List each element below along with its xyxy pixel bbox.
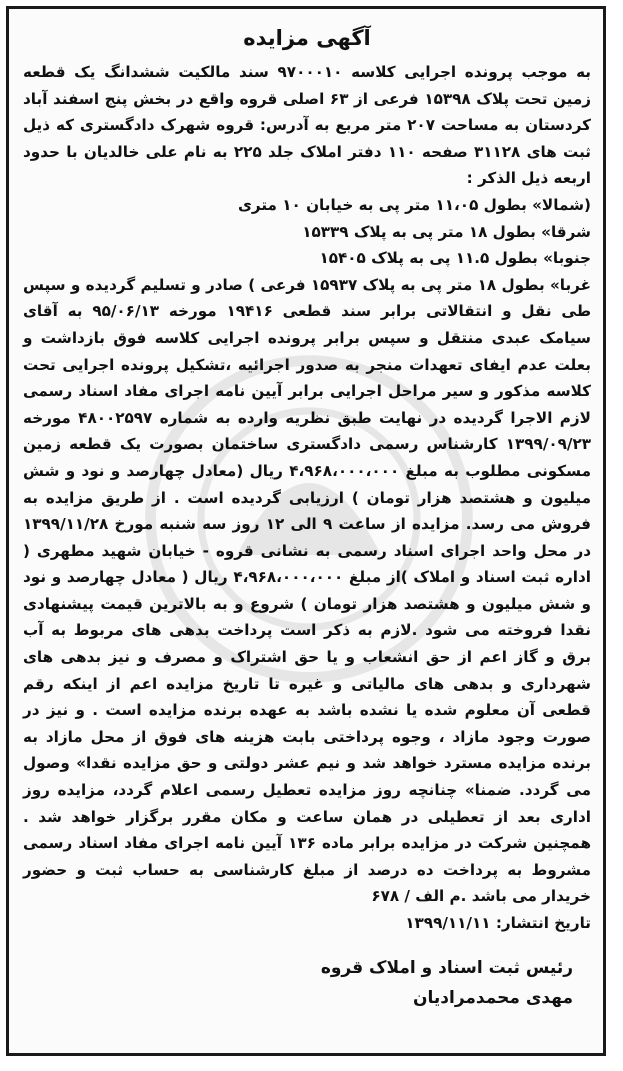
boundary-south: جنوبا» بطول ۱۱.۵ پی به پلاک ۱۵۴۰۵ bbox=[319, 249, 591, 268]
auction-notice bbox=[6, 6, 606, 1056]
boundary-north: (شمالا» بطول ۱۱،۰۵ متر پی به خیابان ۱۰ متری bbox=[237, 195, 591, 214]
signature-title: رئیس ثبت اسناد و املاک قروه bbox=[320, 957, 573, 978]
signature-name: مهدی محمدمرادیان bbox=[413, 987, 573, 1008]
notice-intro-paragraph: به موجب پرونده اجرایی کلاسه ۹۷۰۰۰۱۰ سند مالکیت ششدانگ یک قطعه زمین تحت پلاک ۱۵۳۹۸ فرعی از ۶۳ اصلی قروه واقع در بخش پنج اسفند آباد کردستان به مساحت ۲۰۷ متر مربع به آدرس: قروه شهرک دادگستری که ذیل ثبت های ۳۱۱۲۸ صفحه ۱۱۰ دفتر املاک جلد ۲۲۵ به نام علی خالدیان با حدود اربعه ذیل الذکر : bbox=[23, 63, 592, 188]
signature-block bbox=[23, 953, 591, 1013]
notice-body bbox=[23, 59, 591, 937]
boundary-east: شرقا» بطول ۱۸ متر پی به پلاک ۱۵۳۳۹ bbox=[302, 222, 591, 241]
publication-date: تاریخ انتشار: ۱۳۹۹/۱۱/۱۱ bbox=[405, 914, 591, 932]
notice-main-paragraph: غربا» بطول ۱۸ متر پی به پلاک ۱۵۹۳۷ فرعی ) صادر و تسلیم گردیده و سپس طی نقل و انتقالاتی برابر سند قطعی ۱۹۴۱۶ مورخه ۹۵/۰۶/۱۳ به آقای سیامک عبدی منتقل و سپس برابر پرونده اجرایی کلاسه فوق بازداشت و بعلت عدم ایفای تعهدات منجر به صدور اجرائیه ،تشکیل پرونده اجرایی تحت کلاسه مذکور و سیر مراحل اجرایی برابر آیین نامه اجرای مفاد اسناد رسمی لازم الاجرا گردیده در نهایت طبق نظریه وارده به شماره ۴۸۰۰۲۵۹۷ مورخه ۱۳۹۹/۰۹/۲۳ کارشناس رسمی دادگستری ساختمان بصورت یک قطعه زمین مسکونی مطلوب به مبلغ ۴،۹۶۸،۰۰۰،۰۰۰ ریال (معادل چهارصد و نود و شش میلیون و هشتصد هزار تومان ) ارزیابی گردیده است . از طریق مزایده به فروش می رسد. مزایده از ساعت ۹ الی ۱۲ روز سه شنبه مورخ ۱۳۹۹/۱۱/۲۸ در محل واحد اجرای اسناد رسمی به نشانی قروه - خیابان شهید مطهری ( اداره ثبت اسناد و املاک )از مبلغ ۴،۹۶۸،۰۰۰،۰۰۰ ریال ( معادل چهارصد و نود و شش میلیون و هشتصد هزار تومان ) شروع و به بالاترین قیمت پیشنهادی نقدا فروخته می شود .لازم به ذکر است پرداخت بدهی های مربوط به آب برق و گاز اعم از حق انشعاب و یا حق اشتراک و مصرف و نیز بدهی های شهرداری و بدهی های مالیاتی و غیره تا تاریخ مزایده اعم از اینکه رقم قطعی آن معلوم شده یا نشده باشد به عهده برنده مزایده است . و نیز در صورت وجود مازاد ، وجوه پرداختی بابت هزینه های فوق از محل مازاد به برنده مزایده مسترد خواهد شد و نیم عشر دولتی و حق مزایده نقدا» وصول می گردد. ضمنا» چنانچه روز مزایده تعطیل رسمی اعلام گردد، مزایده روز اداری بعد از تعطیلی در همان ساعت و مکان مقرر برگزار خواهد شد . همچنین شرکت در مزایده برابر ماده ۱۳۶ آیین نامه اجرای مفاد اسناد رسمی مشروط به پرداخت ده درصد از مبلغ کارشناسی به حساب ثبت و حضور خریدار می باشد .م الف / ۶۷۸ bbox=[23, 275, 592, 906]
notice-title: آگهی مزایده bbox=[243, 26, 371, 50]
